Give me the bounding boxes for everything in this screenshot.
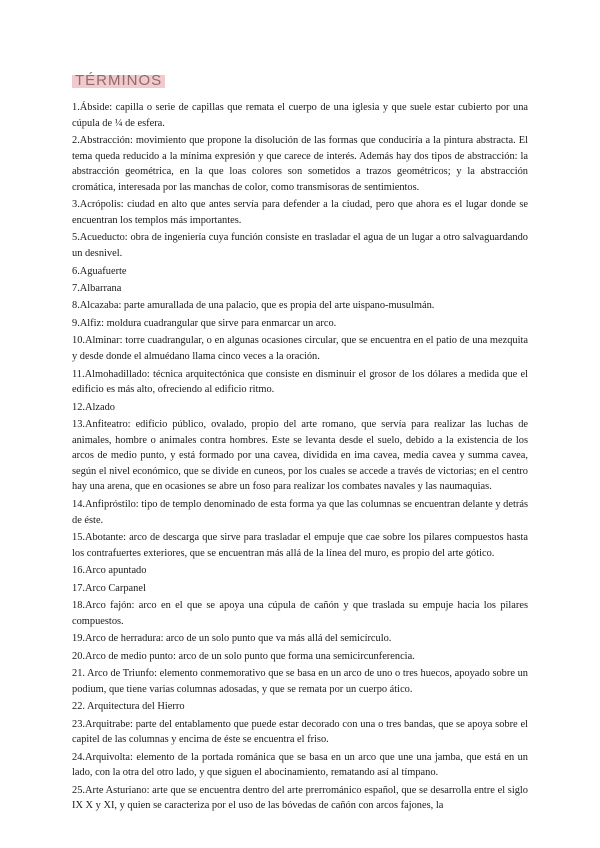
term-entry: 23.Arquitrabe: parte del entablamento que puede estar decorado con una o tres bandas, que se apoya sobre el capitel de las columnas y encima de éste se encuentra el friso. [72, 718, 528, 746]
term-entry: 10.Alminar: torre cuadrangular, o en algunas ocasiones circular, que se encuentra en el patio de una mezquita y desde donde el almuédano llama cinco veces a la oración. [72, 335, 528, 363]
term-entry: 8.Alcazaba: parte amurallada de una palacio, que es propia del arte uispano-musulmán. [72, 300, 435, 312]
term-entry: 17.Arco Carpanel [72, 582, 146, 594]
term-entry: 22. Arquitectura del Hierro [72, 701, 185, 713]
term-entry: 15.Abotante: arco de descarga que sirve para trasladar el empuje que cae sobre los pilares compuestos hasta los contrafuertes exteriores, que se encuentran más allá de la línea del muro, es propio del arte gótico. [72, 532, 528, 559]
term-entry: 16.Arco apuntado [72, 565, 147, 577]
term-entry: 21. Arco de Triunfo: elemento conmemorativo que se basa en un arco de uno o tres huecos, apoyado sobre un podium, que tiene varias columnas adosadas, y que se remata por un cuerpo ático. [72, 668, 528, 695]
term-entry: 1.Ábside: capilla o serie de capillas que remata el cuerpo de una iglesia y que suele estar cubierto por una cúpula de ¼ de esfera. [72, 102, 528, 129]
page-title: TÉRMINOS [72, 70, 165, 90]
term-entry: 9.Alfiz: moldura cuadrangular que sirve para enmarcar un arco. [72, 317, 337, 329]
term-entry: 25.Arte Asturiano: arte que se encuentra dentro del arte prerrománico español, que se desarrolla entre el siglo IX X y XI, y quien se caracteriza por el uso de las bóvedas de cañón con arcos fajones, la [72, 784, 528, 812]
term-entry: 18.Arco fajón: arco en el que se apoya una cúpula de cañón y que traslada su empuje hacia los pilares compuestos. [72, 600, 528, 627]
term-entry: 24.Arquivolta: elemento de la portada románica que se basa en un arco que une una jamba, que está en un lado, con la otra del otro lado, y que siguen el abocinamiento, rematando así al tímpano. [72, 751, 528, 779]
term-entry: 20.Arco de medio punto: arco de un solo punto que forma una semicircunferencia. [72, 650, 415, 662]
term-entry: 11.Almohadillado: técnica arquitectónica que consiste en disminuir el grosor de los dólares a medida que el edificio es más alto, ofreciendo al edificio ritmo. [72, 368, 528, 396]
term-entry: 13.Anfiteatro: edificio público, ovalado, propio del arte romano, que servía para realizar las luchas de animales, hombre o animales contra hombres. Este se levanta desde el suelo, debido a la existencia de los arcos de medio punto, y está formado por una cavea, dividida en ima cavea, media cavea y summa cavea, según el nivel económico, que se divide en cuneos, por los cuales se accede a través de victorias; en el centro hay una arena, que en ocasiones se abre un foso para realizar los combates navales y las naumaquias. [72, 419, 528, 493]
term-entry: 2.Abstracción: movimiento que propone la disolución de las formas que conduciría a la pintura abstracta. El tema queda reducido a la mínima expresión y que carece de interés. Además hay dos tipos de abstracción: la abstracción geométrica, en la que loas colores son sometidos a trazos geométricos; y la abstracción cromática, interesada por las manchas de color, como transmisoras de sentimientos. [72, 135, 528, 193]
term-entry: 19.Arco de herradura: arco de un solo punto que va más allá del semicírculo. [72, 633, 392, 645]
term-entry: 6.Aguafuerte [72, 265, 127, 277]
terms-list [72, 100, 528, 814]
term-entry: 14.Anfipróstilo: tipo de templo denominado de esta forma ya que las columnas se encuentran delante y detrás de éste. [72, 498, 528, 526]
term-entry: 5.Acueducto: obra de ingeniería cuya función consiste en trasladar el agua de un lugar a otro salvaguardando un desnivel. [72, 232, 528, 260]
title-block [72, 70, 528, 96]
term-entry: 12.Alzado [72, 401, 115, 413]
term-entry: 3.Acrópolis: ciudad en alto que antes servía para defender a la ciudad, pero que ahora es el lugar donde se encuentran los templos más importantes. [72, 199, 528, 226]
term-entry: 7.Albarrana [72, 282, 122, 294]
